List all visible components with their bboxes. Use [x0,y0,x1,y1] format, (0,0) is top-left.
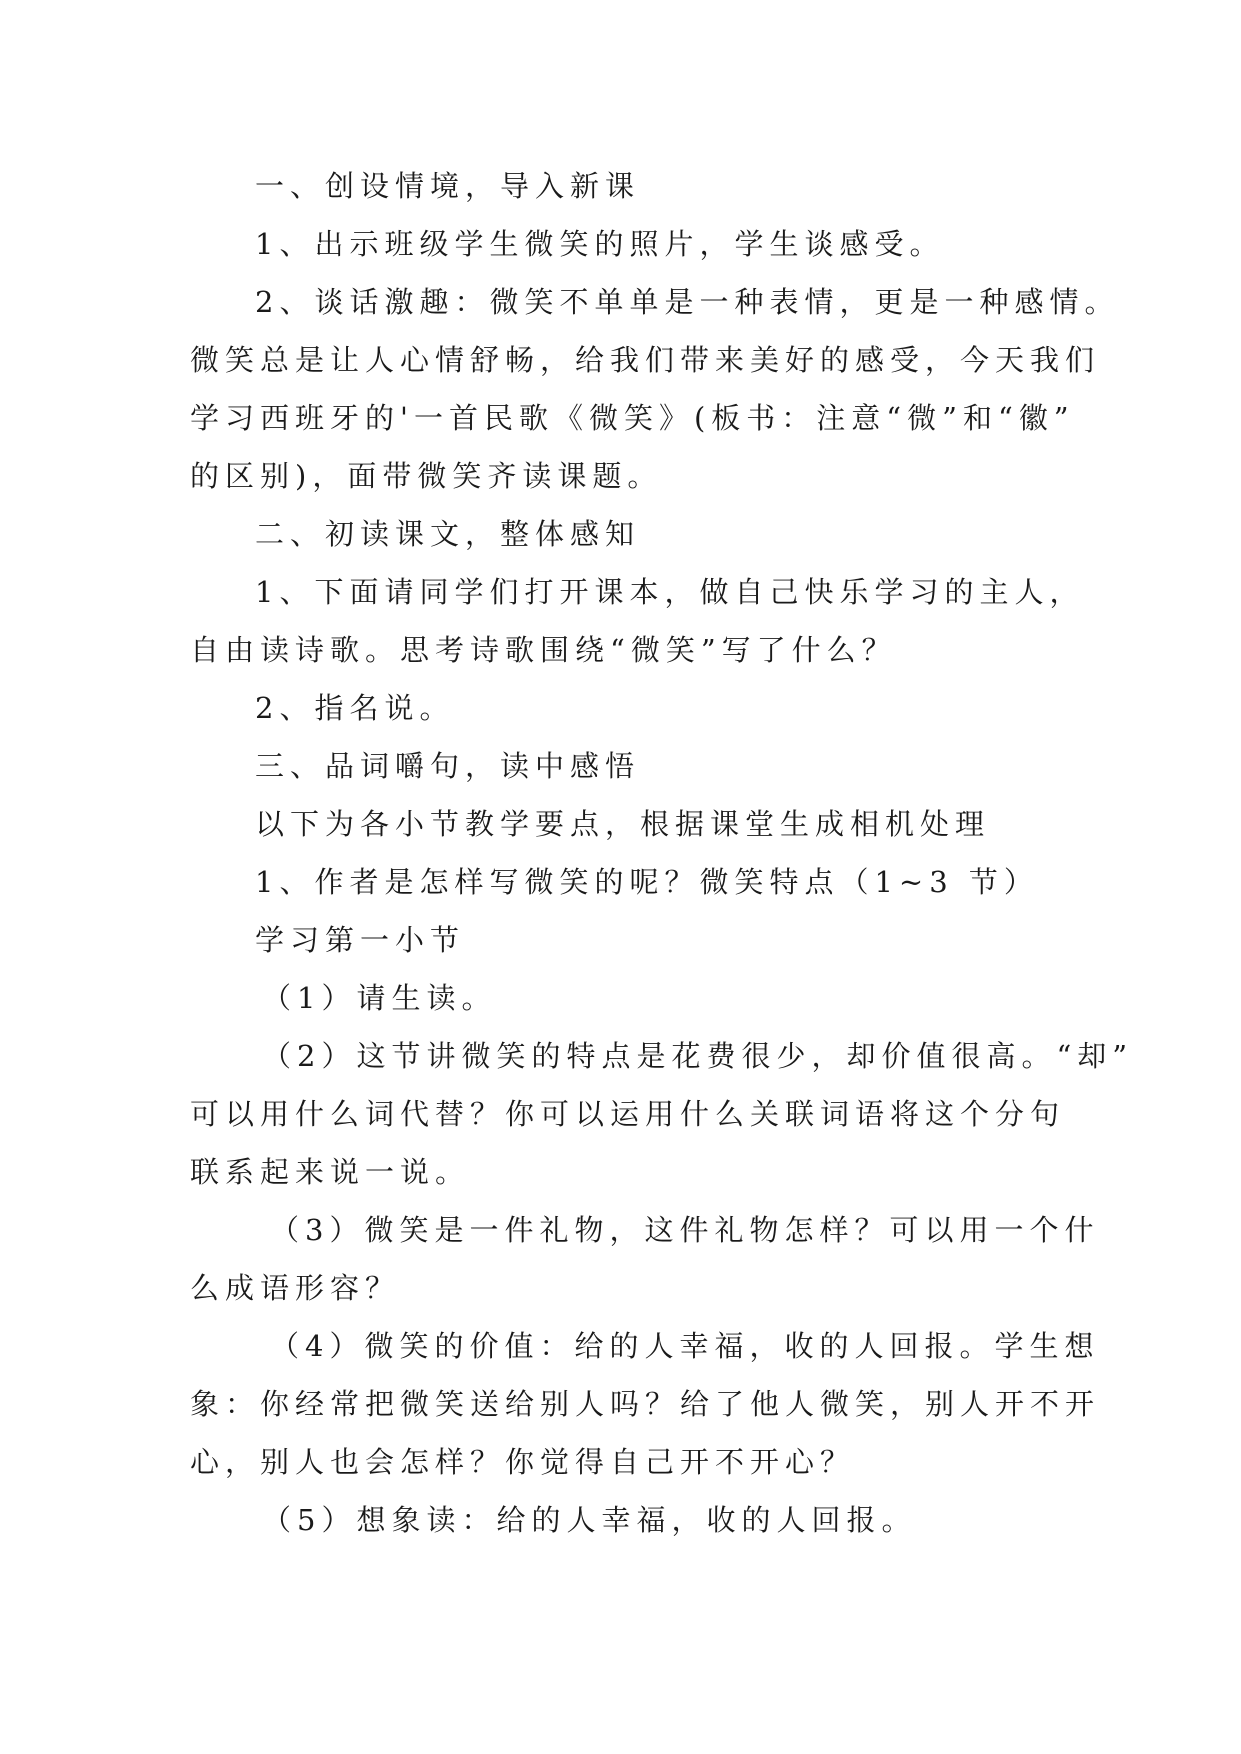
list-item: （5）想象读：给的人幸福，收的人回报。 [262,1503,917,1537]
paragraph-line: 的区别)，面带微笑齐读课题。 [190,459,663,493]
list-item: （4）微笑的价值：给的人幸福，收的人回报。学生想 [270,1329,1100,1363]
paragraph-line: 象：你经常把微笑送给别人吗？给了他人微笑，别人开不开 [190,1387,1101,1421]
paragraph-line: 2、指名说。 [255,691,455,725]
heading-section-2: 二、初读课文，整体感知 [255,517,641,551]
heading-section-1: 一、创设情境，导入新课 [255,169,641,203]
paragraph-line: 1、出示班级学生微笑的照片，学生谈感受。 [255,227,945,261]
paragraph-line: 自由读诗歌。思考诗歌围绕“微笑”写了什么？ [190,633,897,667]
paragraph-line: 1、下面请同学们打开课本，做自己快乐学习的主人， [255,575,1085,609]
paragraph-line: 以下为各小节教学要点，根据课堂生成相机处理 [255,807,991,841]
paragraph-line: 可以用什么词代替？你可以运用什么关联词语将这个分句 [190,1097,1066,1131]
paragraph-line: 1、作者是怎样写微笑的呢？微笑特点（1~3 节） [255,865,1039,899]
paragraph-line: 学习西班牙的'一首民歌《微笑》(板书：注意“微”和“徽” [190,401,1075,435]
heading-section-3: 三、品词嚼句，读中感悟 [255,749,641,783]
paragraph-line: 么成语形容？ [190,1271,401,1305]
paragraph-line: 联系起来说一说。 [190,1155,471,1189]
list-item: （3）微笑是一件礼物，这件礼物怎样？可以用一个什 [270,1213,1100,1247]
list-item: （2）这节讲微笑的特点是花费很少，却价值很高。“却” [262,1039,1134,1073]
paragraph-line: 心，别人也会怎样？你觉得自己开不开心？ [190,1445,856,1479]
list-item: （1）请生读。 [262,981,497,1015]
paragraph-line: 学习第一小节 [255,923,466,957]
paragraph-line: 2、谈话激趣：微笑不单单是一种表情，更是一种感情。 [255,285,1120,319]
paragraph-line: 微笑总是让人心情舒畅，给我们带来美好的感受，今天我们 [190,343,1101,377]
